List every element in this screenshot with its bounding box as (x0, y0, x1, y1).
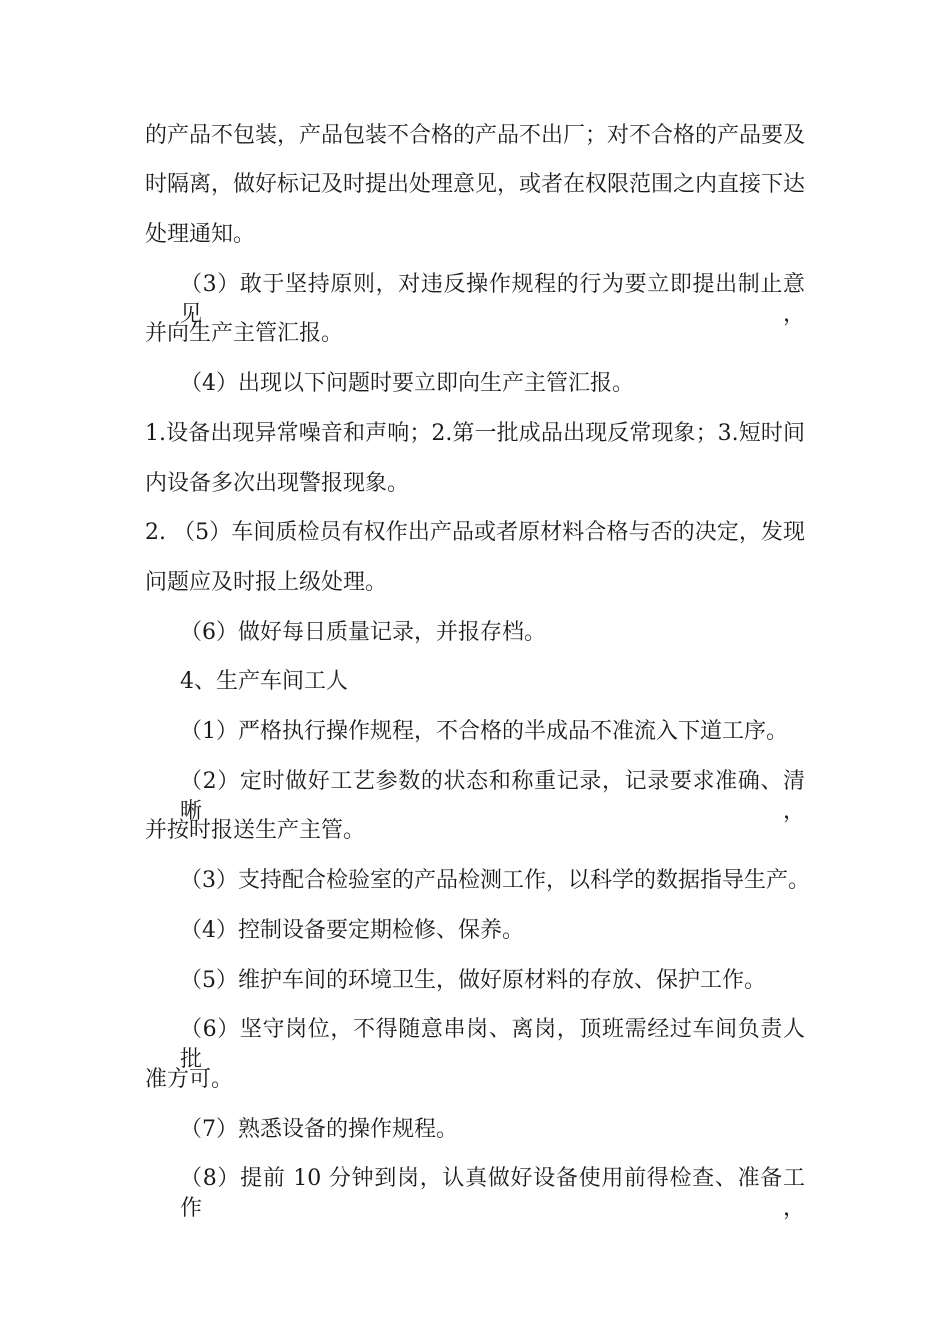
text-line: （6）坚守岗位，不得随意串岗、离岗，顶班需经过车间负责人批 (180, 1017, 805, 1072)
text-line: 的产品不包装，产品包装不合格的产品不出厂；对不合格的产品要及 (145, 123, 806, 148)
text-line: 并向生产主管汇报。 (145, 321, 344, 346)
text-line: 问题应及时报上级处理。 (145, 570, 388, 595)
text-line: 时隔离，做好标记及时提出处理意见，或者在权限范围之内直接下达 (145, 172, 806, 197)
text-line: 并按时报送生产主管。 (145, 818, 366, 843)
text-line: （6）做好每日质量记录，并报存档。 (180, 620, 546, 645)
text-line: （5）维护车间的环境卫生，做好原材料的存放、保护工作。 (180, 968, 766, 993)
text-line: （8）提前 10 分钟到岗，认真做好设备使用前得检查、准备工作， (180, 1166, 805, 1221)
text-line: （4）出现以下问题时要立即向生产主管汇报。 (180, 371, 634, 396)
text-line: 准方可。 (145, 1067, 234, 1092)
text-line: （3）敢于坚持原则，对违反操作规程的行为要立即提出制止意见， (180, 272, 805, 327)
text-line: 2. （5）车间质检员有权作出产品或者原材料合格与否的决定，发现 (145, 520, 805, 545)
text-line: 处理通知。 (145, 222, 256, 247)
text-line: 内设备多次出现警报现象。 (145, 471, 410, 496)
text-line: 1.设备出现异常噪音和声响；2.第一批成品出现反常现象；3.短时间 (145, 421, 805, 446)
section-heading: 4、生产车间工人 (180, 669, 348, 694)
text-line: （7）熟悉设备的操作规程。 (180, 1117, 458, 1142)
text-line: （2）定时做好工艺参数的状态和称重记录，记录要求准确、清晰， (180, 769, 805, 824)
text-line: （1）严格执行操作规程，不合格的半成品不准流入下道工序。 (180, 719, 788, 744)
text-line: （4）控制设备要定期检修、保养。 (180, 918, 524, 943)
text-line: （3）支持配合检验室的产品检测工作，以科学的数据指导生产。 (180, 868, 810, 893)
